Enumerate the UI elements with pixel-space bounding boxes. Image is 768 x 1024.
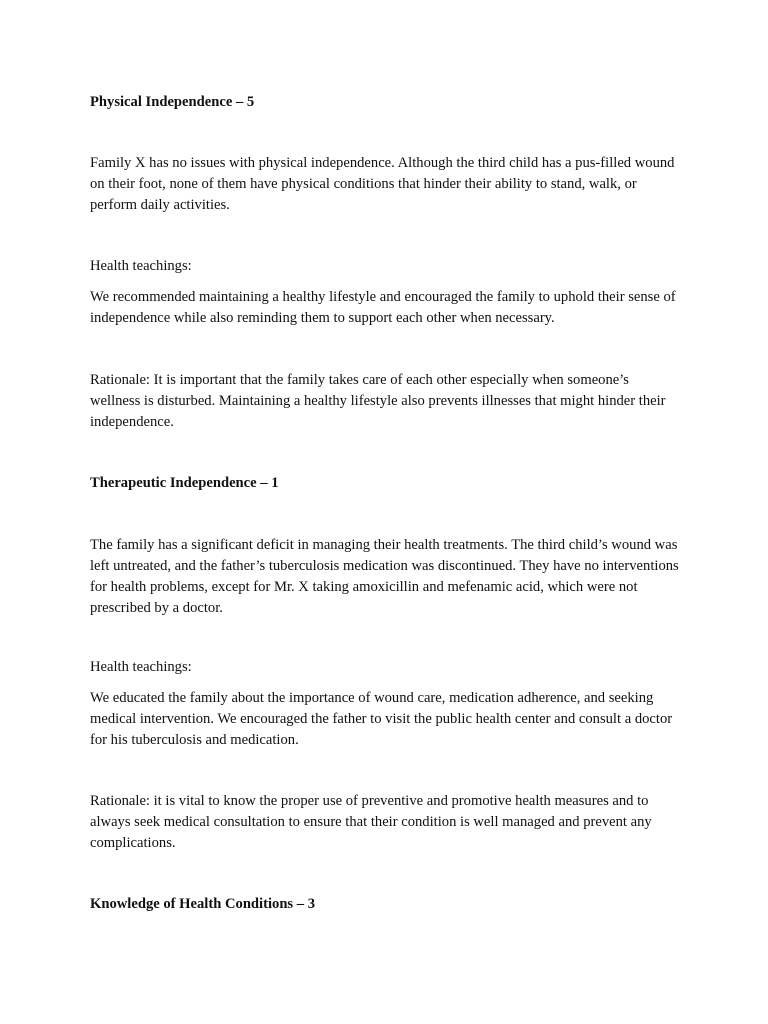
physical-independence-assessment: Family X has no issues with physical independence. Although the third child has a pus-filled wound on their foot, none of them have physical conditions that hinder their ability to stand, walk, or perform daily activities.	[90, 155, 675, 213]
physical-independence-teachings-label: Health teachings:	[90, 258, 192, 274]
therapeutic-independence-rationale: Rationale: it is vital to know the proper use of preventive and promotive health measures and to always seek medical consultation to ensure that their condition is well managed and prevent any complications.	[90, 793, 652, 851]
section-heading-physical-independence: Physical Independence – 5	[90, 94, 255, 110]
section-heading-knowledge-of-health-conditions: Knowledge of Health Conditions – 3	[90, 896, 316, 912]
physical-independence-rationale: Rationale: It is important that the family takes care of each other especially when someone’s wellness is disturbed. Maintaining a healthy lifestyle also prevents illnesses that might hinder their independence.	[90, 372, 666, 430]
section-heading-therapeutic-independence: Therapeutic Independence – 1	[90, 475, 279, 491]
therapeutic-independence-teachings: We educated the family about the importance of wound care, medication adherence, and seeking medical intervention. We encouraged the father to visit the public health center and consult a doctor for his tuberculosis and medication.	[90, 690, 673, 748]
therapeutic-independence-assessment: The family has a significant deficit in managing their health treatments. The third child’s wound was left untreated, and the father’s tuberculosis medication was discontinued. They have no interventions for health problems, except for Mr. X taking amoxicillin and mefenamic acid, which were not prescribed by a doctor.	[90, 537, 679, 616]
therapeutic-independence-teachings-label: Health teachings:	[90, 659, 192, 675]
physical-independence-teachings: We recommended maintaining a healthy lifestyle and encouraged the family to uphold their sense of independence while also reminding them to support each other when necessary.	[90, 289, 676, 326]
